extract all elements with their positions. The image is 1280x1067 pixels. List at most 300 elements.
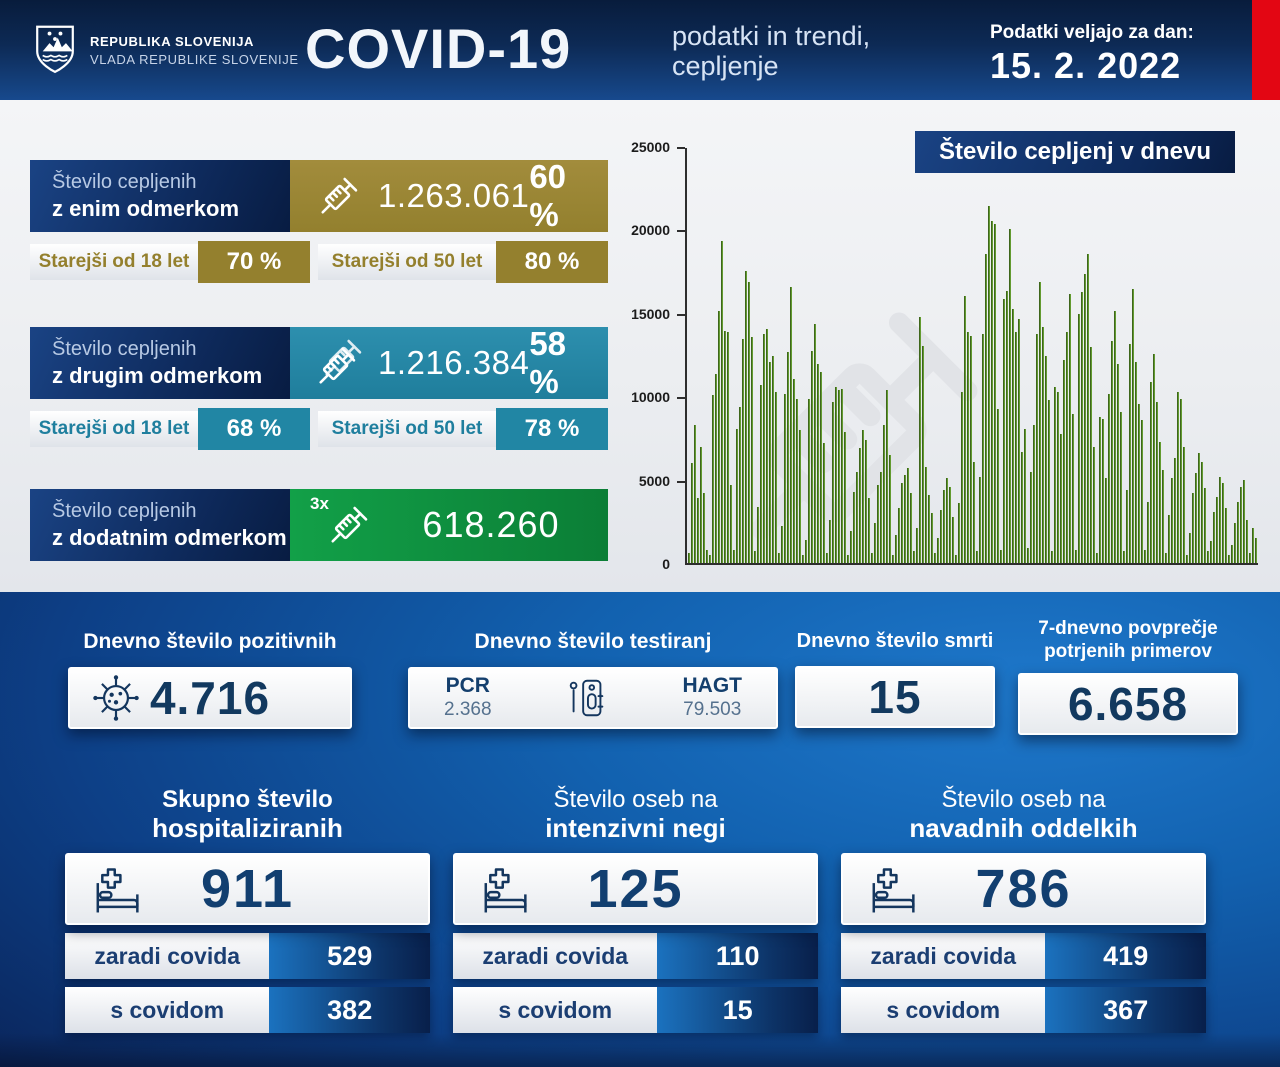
second-dose-count: 1.216.384 bbox=[378, 344, 530, 381]
chart-bar bbox=[1042, 327, 1044, 563]
chart-bar bbox=[826, 553, 828, 563]
chart-bar bbox=[916, 528, 918, 563]
vaccination-block-first-dose bbox=[30, 160, 608, 232]
y-axis-tick-label: 10000 bbox=[631, 389, 670, 406]
chart-bar bbox=[952, 517, 954, 563]
header bbox=[0, 0, 1280, 100]
chart-bar bbox=[727, 332, 729, 563]
chart-bar bbox=[1237, 502, 1239, 563]
y-axis-tick-mark bbox=[677, 481, 685, 483]
chart-bar bbox=[1204, 488, 1206, 563]
second-dose-value-box bbox=[290, 327, 608, 399]
chart-bar bbox=[844, 432, 846, 563]
label-part-a: Starejši bbox=[331, 418, 401, 439]
chart-bar bbox=[1153, 354, 1155, 563]
chart-bar bbox=[1246, 520, 1248, 563]
chart-bar bbox=[1021, 452, 1023, 563]
chart-bar bbox=[1144, 550, 1146, 563]
chart-bar bbox=[880, 472, 882, 563]
average-title-line2: potrjenih primerov bbox=[1044, 640, 1212, 662]
second-dose-title-line2: z drugim odmerkom bbox=[52, 362, 263, 388]
chart-plot bbox=[685, 148, 1258, 565]
chart-bar bbox=[1027, 548, 1029, 563]
chart-bar bbox=[1243, 480, 1245, 563]
hospital-card-total bbox=[65, 786, 430, 1033]
chart-bar bbox=[886, 390, 888, 563]
first-dose-title-line2: z enim odmerkom bbox=[52, 195, 240, 221]
date-label: Podatki veljajo za dan: bbox=[990, 22, 1194, 43]
hospital-card-icu bbox=[453, 786, 818, 1033]
chart-bar bbox=[1159, 442, 1161, 563]
slovenia-coat-of-arms-icon bbox=[34, 24, 76, 76]
subtitle-line2: cepljenje bbox=[672, 50, 779, 81]
booster-count: 618.260 bbox=[422, 504, 560, 545]
chart-bar bbox=[1165, 553, 1167, 563]
second-dose-title-line1: Število cepljenih bbox=[52, 337, 197, 360]
hagt-value: 79.503 bbox=[683, 699, 742, 720]
label-part-b: od 50 let bbox=[405, 418, 483, 439]
row-due-to-covid bbox=[453, 933, 818, 979]
chart-bar bbox=[790, 287, 792, 563]
chart-bar bbox=[1162, 470, 1164, 563]
chart-bar bbox=[910, 493, 912, 563]
vaccination-block-booster-dose bbox=[30, 489, 608, 561]
chart-bar bbox=[730, 485, 732, 563]
chart-bar bbox=[889, 455, 891, 563]
stat-deaths-card bbox=[795, 666, 995, 728]
row-label: zaradi covida bbox=[841, 933, 1045, 979]
chart-bar bbox=[946, 478, 948, 563]
subrow-over18-percent: 70 % bbox=[198, 241, 310, 283]
row-due-to-covid bbox=[841, 933, 1206, 979]
row-value: 110 bbox=[657, 933, 818, 979]
label-part-a: Starejši bbox=[38, 251, 108, 272]
chart-bar bbox=[781, 526, 783, 563]
row-label: zaradi covida bbox=[65, 933, 269, 979]
subrow-over18-percent: 68 % bbox=[198, 408, 310, 450]
chart-bar bbox=[1228, 555, 1230, 563]
row-label: s covidom bbox=[65, 987, 269, 1033]
chart-bar bbox=[1060, 434, 1062, 563]
y-axis-tick-mark bbox=[677, 397, 685, 399]
stat-average-title bbox=[1018, 618, 1238, 664]
row-due-to-covid bbox=[65, 933, 430, 979]
chart-bar bbox=[847, 555, 849, 563]
chart-bar bbox=[1141, 420, 1143, 563]
chart-bar bbox=[943, 490, 945, 563]
hospital-regular-title bbox=[841, 786, 1206, 843]
stat-deaths-value: 15 bbox=[868, 671, 922, 723]
chart-bar bbox=[1219, 477, 1221, 563]
title-line2: intenzivni negi bbox=[545, 812, 726, 843]
chart-bar bbox=[763, 334, 765, 563]
y-axis-tick-label: 0 bbox=[662, 556, 670, 572]
booster-dose-label bbox=[30, 489, 290, 561]
chart-bar bbox=[796, 399, 798, 563]
title-line1: Število oseb na bbox=[941, 786, 1106, 813]
title-line2: hospitaliziranih bbox=[152, 812, 343, 843]
chart-bar bbox=[1015, 332, 1017, 563]
stat-positives-value: 4.716 bbox=[149, 672, 271, 724]
chart-bar bbox=[919, 317, 921, 563]
chart-bar bbox=[691, 463, 693, 563]
chart-bar bbox=[1213, 512, 1215, 563]
chart-bar bbox=[856, 472, 858, 563]
row-with-covid bbox=[841, 987, 1206, 1033]
stat-tests-title: Dnevno število testiranj bbox=[474, 630, 712, 653]
chart-bar bbox=[715, 374, 717, 563]
chart-bar bbox=[838, 390, 840, 563]
chart-bar bbox=[877, 485, 879, 563]
chart-bar bbox=[748, 282, 750, 563]
chart-bar bbox=[1039, 282, 1041, 563]
row-with-covid bbox=[453, 987, 818, 1033]
chart-bar bbox=[1063, 360, 1065, 563]
chart-bar bbox=[721, 241, 723, 563]
hospital-regular-card bbox=[841, 853, 1206, 925]
hospital-total-title bbox=[65, 786, 430, 843]
chart-bar bbox=[862, 430, 864, 563]
chart-bar bbox=[1201, 462, 1203, 563]
chart-bar bbox=[1072, 414, 1074, 563]
chart-bar bbox=[925, 467, 927, 563]
chart-bar bbox=[820, 372, 822, 563]
chart-bar bbox=[1222, 483, 1224, 563]
first-dose-subrows bbox=[30, 241, 608, 283]
chart-bar bbox=[1225, 508, 1227, 563]
chart-bar bbox=[931, 513, 933, 563]
chart-bar bbox=[949, 487, 951, 563]
row-label: s covidom bbox=[841, 987, 1045, 1033]
chart-bar bbox=[985, 254, 987, 563]
chart-bar bbox=[1198, 453, 1200, 563]
chart-bar bbox=[712, 395, 714, 563]
chart-bar bbox=[766, 329, 768, 563]
y-axis-tick-label: 20000 bbox=[631, 222, 670, 239]
hospital-total-card bbox=[65, 853, 430, 925]
title-line2: navadnih oddelkih bbox=[909, 812, 1138, 843]
subrow-over50 bbox=[318, 241, 608, 283]
chart-bar bbox=[1051, 551, 1053, 563]
booster-value-box bbox=[290, 489, 608, 561]
label-part-b: od 18 let bbox=[112, 251, 190, 272]
first-dose-label bbox=[30, 160, 290, 232]
second-dose-percent: 58 % bbox=[529, 325, 567, 400]
row-value: 382 bbox=[269, 987, 430, 1033]
chart-bar bbox=[901, 483, 903, 563]
chart-bar bbox=[1135, 362, 1137, 563]
chart-bar bbox=[1030, 472, 1032, 563]
page-title: COVID-19 bbox=[305, 17, 572, 80]
y-axis-tick-mark bbox=[677, 230, 685, 232]
chart-bar bbox=[1009, 229, 1011, 563]
subrow-over50-percent: 78 % bbox=[496, 408, 608, 450]
chart-bar bbox=[811, 351, 813, 563]
hagt-block bbox=[682, 675, 742, 721]
chart-bar bbox=[1090, 347, 1092, 563]
chart-bar bbox=[1195, 473, 1197, 563]
chart-bar bbox=[700, 447, 702, 563]
stat-deaths-title: Dnevno število smrti bbox=[796, 630, 994, 652]
hospital-bed-icon bbox=[479, 867, 531, 915]
chart-bar bbox=[1012, 309, 1014, 563]
hagt-label: HAGT bbox=[682, 674, 742, 697]
chart-bar bbox=[871, 553, 873, 563]
chart-bar bbox=[706, 550, 708, 563]
chart-bar bbox=[859, 448, 861, 563]
subtitle-line1: podatki in trendi, bbox=[672, 21, 871, 51]
subrow-over18 bbox=[30, 408, 310, 450]
chart-bar bbox=[913, 551, 915, 563]
chart-bar bbox=[841, 389, 843, 563]
chart-bar bbox=[976, 551, 978, 563]
brand bbox=[34, 24, 299, 76]
chart-bar bbox=[709, 555, 711, 563]
chart-bar bbox=[1036, 334, 1038, 563]
brand-line2: VLADA REPUBLIKE SLOVENIJE bbox=[90, 51, 299, 67]
y-axis-tick-label: 15000 bbox=[631, 305, 670, 322]
chart-bar bbox=[1102, 419, 1104, 563]
row-label: s covidom bbox=[453, 987, 657, 1033]
chart-bar bbox=[805, 540, 807, 563]
vaccination-section bbox=[0, 100, 1280, 592]
label-part-a: Starejši bbox=[331, 251, 401, 272]
chart-bar bbox=[973, 462, 975, 563]
title-line1: Skupno število bbox=[162, 786, 333, 813]
chart-bar bbox=[970, 336, 972, 563]
chart-bar bbox=[979, 477, 981, 563]
chart-bar bbox=[1000, 550, 1002, 563]
label-part-a: Starejši bbox=[38, 418, 108, 439]
chart-bar bbox=[1081, 292, 1083, 563]
subrow-over50-label bbox=[318, 411, 496, 447]
chart-bar bbox=[787, 352, 789, 563]
chart-bar bbox=[1183, 447, 1185, 563]
chart-bar bbox=[739, 407, 741, 563]
chart-bar bbox=[1129, 344, 1131, 563]
second-dose-subrows bbox=[30, 408, 608, 450]
chart-bar bbox=[724, 331, 726, 563]
label-part-b: od 18 let bbox=[112, 418, 190, 439]
first-dose-count: 1.263.061 bbox=[378, 177, 530, 214]
chart-bar bbox=[961, 392, 963, 563]
chart-bar bbox=[736, 429, 738, 563]
date-box bbox=[990, 22, 1194, 87]
stat-average-card bbox=[1018, 673, 1238, 735]
chart-bar bbox=[1111, 341, 1113, 563]
chart-bar bbox=[1078, 314, 1080, 563]
chart-bar bbox=[928, 495, 930, 563]
hospital-regular-value: 786 bbox=[975, 859, 1072, 920]
stat-average-value: 6.658 bbox=[1067, 677, 1189, 730]
hospital-icu-value: 125 bbox=[587, 859, 684, 920]
chart-bar bbox=[1054, 387, 1056, 563]
subrow-over18-label bbox=[30, 244, 198, 280]
chart-bar bbox=[1171, 478, 1173, 563]
chart-bar bbox=[1234, 523, 1236, 563]
chart-bar bbox=[799, 430, 801, 563]
subrow-over50-percent: 80 % bbox=[496, 241, 608, 283]
chart-bar bbox=[1138, 404, 1140, 563]
chart-bar bbox=[703, 493, 705, 563]
chart-bar bbox=[829, 520, 831, 563]
syringe-3x-icon bbox=[310, 494, 374, 550]
chart-bar bbox=[817, 364, 819, 563]
stat-deaths bbox=[795, 630, 995, 728]
stat-tests-card bbox=[408, 667, 778, 729]
chart-bar bbox=[997, 409, 999, 563]
row-label: zaradi covida bbox=[453, 933, 657, 979]
chart-bar bbox=[835, 387, 837, 563]
chart-bar bbox=[823, 443, 825, 563]
chart-bar bbox=[850, 531, 852, 563]
chart-bar bbox=[988, 206, 990, 563]
y-axis-tick-label: 25000 bbox=[631, 139, 670, 155]
date-value: 15. 2. 2022 bbox=[990, 45, 1182, 86]
chart-bar bbox=[967, 332, 969, 563]
chart-bar bbox=[1123, 551, 1125, 563]
chart-bar bbox=[769, 362, 771, 563]
chart-title: Število cepljenj v dnevu bbox=[915, 131, 1235, 173]
subrow-over50 bbox=[318, 408, 608, 450]
chart-bar bbox=[883, 425, 885, 563]
virus-icon bbox=[90, 672, 142, 724]
chart-bar bbox=[1117, 364, 1119, 563]
chart-bar bbox=[1216, 497, 1218, 563]
chart-bar bbox=[1087, 254, 1089, 563]
chart-bar bbox=[1075, 550, 1077, 563]
chart-bar bbox=[742, 339, 744, 563]
chart-bar bbox=[955, 555, 957, 563]
chart-bar bbox=[784, 394, 786, 563]
chart-bar bbox=[1006, 291, 1008, 563]
chart-bar bbox=[898, 508, 900, 563]
chart-bar bbox=[907, 468, 909, 563]
chart-bar bbox=[1024, 429, 1026, 563]
hospital-bed-icon bbox=[91, 867, 143, 915]
chart-bar bbox=[937, 538, 939, 563]
chart-bar bbox=[958, 503, 960, 563]
chart-bar bbox=[1174, 458, 1176, 563]
chart-bar bbox=[1108, 394, 1110, 563]
vaccination-column bbox=[30, 160, 608, 561]
chart-bar bbox=[775, 392, 777, 563]
subrow-over50-label bbox=[318, 244, 496, 280]
chart-bar bbox=[733, 550, 735, 563]
booster-title-line2: z dodatnim odmerkom bbox=[52, 524, 287, 550]
chart-bar bbox=[874, 523, 876, 563]
y-axis-tick-label: 5000 bbox=[638, 472, 670, 489]
chart-bar bbox=[1168, 515, 1170, 563]
chart-bar bbox=[1069, 294, 1071, 563]
chart-bar bbox=[772, 356, 774, 564]
first-dose-title-line1: Število cepljenih bbox=[52, 170, 197, 193]
chart-bar bbox=[1252, 528, 1254, 563]
chart-bar bbox=[793, 379, 795, 563]
hospital-icu-title bbox=[453, 786, 818, 843]
chart-bar bbox=[940, 510, 942, 563]
second-dose-label bbox=[30, 327, 290, 399]
pcr-value: 2.368 bbox=[444, 699, 492, 720]
chart-bar bbox=[1114, 311, 1116, 563]
chart-bar bbox=[694, 425, 696, 563]
pcr-label: PCR bbox=[445, 674, 490, 697]
chart-bar bbox=[1120, 412, 1122, 563]
chart-bar bbox=[808, 399, 810, 563]
chart-bar bbox=[1207, 551, 1209, 563]
hospital-card-regular bbox=[841, 786, 1206, 1033]
chart-bar bbox=[982, 334, 984, 563]
vaccination-block-second-dose bbox=[30, 327, 608, 399]
stat-tests bbox=[408, 630, 778, 729]
chart-bar bbox=[688, 553, 690, 563]
chart-bar bbox=[1093, 447, 1095, 563]
chart-bar bbox=[1018, 319, 1020, 563]
chart-bar bbox=[1048, 400, 1050, 563]
chart-bar bbox=[922, 346, 924, 563]
chart-bar bbox=[1045, 356, 1047, 564]
chart-bar bbox=[697, 498, 699, 563]
row-value: 419 bbox=[1045, 933, 1206, 979]
hospital-icu-card bbox=[453, 853, 818, 925]
chart-bar bbox=[1105, 478, 1107, 563]
subrow-over18 bbox=[30, 241, 310, 283]
y-axis-tick-mark bbox=[677, 314, 685, 316]
booster-title-line1: Število cepljenih bbox=[52, 499, 197, 522]
chart-bar bbox=[745, 271, 747, 563]
chart-bar bbox=[1057, 392, 1059, 563]
badge-3x: 3x bbox=[310, 494, 329, 513]
chart-bar bbox=[760, 385, 762, 563]
label-part-b: od 50 let bbox=[405, 251, 483, 272]
syringe-icon bbox=[314, 171, 364, 221]
row-value: 529 bbox=[269, 933, 430, 979]
chart-bar bbox=[1033, 425, 1035, 563]
pcr-block bbox=[444, 675, 492, 721]
chart-bar bbox=[1210, 541, 1212, 563]
chart-bar bbox=[1096, 553, 1098, 563]
first-dose-percent: 60 % bbox=[529, 158, 567, 233]
hospital-total-value: 911 bbox=[200, 859, 295, 920]
row-with-covid bbox=[65, 987, 430, 1033]
chart-bar bbox=[718, 311, 720, 563]
chart-bar bbox=[1186, 555, 1188, 563]
chart-bar bbox=[964, 296, 966, 563]
chart-bar bbox=[934, 553, 936, 563]
chart-bar bbox=[757, 507, 759, 563]
chart-bar bbox=[1150, 382, 1152, 563]
chart-bar bbox=[895, 535, 897, 563]
chart-bar bbox=[1084, 274, 1086, 563]
chart-bar bbox=[814, 324, 816, 563]
chart-bar bbox=[868, 498, 870, 563]
chart-bar bbox=[904, 475, 906, 563]
chart-bar bbox=[1189, 533, 1191, 563]
chart-bar bbox=[1240, 487, 1242, 563]
hospital-bed-icon bbox=[867, 867, 919, 915]
page-subtitle bbox=[672, 22, 870, 81]
title-line1: Število oseb na bbox=[553, 786, 718, 813]
chart-bar bbox=[1192, 493, 1194, 563]
stat-positives bbox=[68, 630, 352, 729]
chart-bar bbox=[1126, 490, 1128, 563]
chart-bar bbox=[991, 221, 993, 563]
stat-7day-average bbox=[1018, 618, 1238, 735]
stat-positives-title: Dnevno število pozitivnih bbox=[83, 630, 337, 653]
stat-positives-card bbox=[68, 667, 352, 729]
red-accent-stripe bbox=[1252, 0, 1280, 100]
row-value: 367 bbox=[1045, 987, 1206, 1033]
